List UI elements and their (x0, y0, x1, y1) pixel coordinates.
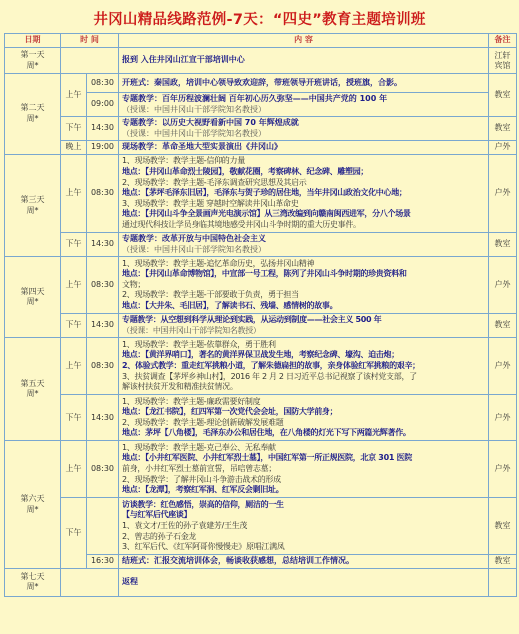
day-cell: 第七天 周* (5, 568, 61, 596)
table-row: 下午 访谈教学：红色感悟，崇高的信仰，厕洁的一生 【与红军后代座谈】 1、袁文才/王佐的孙子袁建芳/王生茂 2、曾志的孙子石金龙 3、红军后代、《红军阿哥你慢慢走》原唱江满凤 教室 (5, 498, 517, 555)
table-row: 下午 14:30 1、现场教学：教学主题-廉政需要好制度 地点：【龙江书院】，红四军第一次党代会会址，国防大学前身； 2、现场教学：教学主题-理论创新破解发展难题 地点：茅坪【八角楼】，毛泽东办公和居住地，在八角楼的灯光下写下两篇光辉著作。 户外 (5, 395, 517, 441)
schedule-table (4, 33, 517, 597)
day-cell: 第六天 周* (5, 441, 61, 569)
content-cell: 报到 入住井冈山江宣干部培训中心 (119, 48, 489, 74)
table-row: 第一天 周* 报到 入住井冈山江宣干部培训中心 江轩宾馆 (5, 48, 517, 74)
table-row: 下午 14:30 专题教学：以历史大视野看新中国 70 年辉煌成就 （授课：中国井冈山干部学院知名教授） 教室 (5, 117, 517, 141)
table-row: 下午 14:30 专题教学：从空想到科学从理论到实践，从运动到制度——社会主义 500 年 （授课：中国井冈山干部学院知名教授） 教室 (5, 314, 517, 338)
day-cell: 第一天 周* (5, 48, 61, 74)
day-cell: 第四天 周* (5, 257, 61, 338)
header-time: 时 间 (61, 34, 119, 48)
header-date: 日期 (5, 34, 61, 48)
day-cell: 第三天 周* (5, 154, 61, 256)
header-content: 内 容 (119, 34, 489, 48)
table-header-row (5, 34, 517, 48)
table-row: 第三天 周* 上午 08:30 1、现场教学：教学主题-信仰的力量 地点：【井冈山革命烈士陵园】，敬献花圈，考察碑林、纪念碑、雕塑园； 2、现场教学：教学主题-毛泽东调查研究思想及其启示 地点：【茅坪毛泽东旧居】，毛泽东与贺子珍的居住地，当年井冈山政治文化中心地； 3、现场教学：教学主题 穿越时空解读井冈山革命史 地点：【井冈山斗争全景画声光电演示馆】从三湾改编到向赣南闽西进军，分八个场景 通过现代科技让学员身临其境地感受井冈山斗争时期的重大历史事件。 户外 (5, 154, 517, 232)
day-cell: 第五天 周* (5, 338, 61, 441)
page-title: 井冈山精品线路范例-7天：“四史”教育主题培训班 (93, 12, 426, 28)
table-row: 第二天 周* 上午 08:30 开班式：秦国政，培训中心领导致欢迎辞，带班领导开班讲话，授班旗，合影。 教室 (5, 74, 517, 93)
table-row: 晚上 19:00 现场教学：革命圣地大型实景演出《井冈山》 户外 (5, 141, 517, 155)
table-row: 第六天 周* 上午 08:30 1、现场教学：教学主题-克己奉公、无私奉献 地点：【小井红军医院、小井红军烈士墓】，中国红军第一所正规医院，北京 301 医院 前身，小井红军烈士墓前宣誓，吊唁曾志墓； 2、现场教学：了解井冈山斗争游击战术的形成 地点：【龙潭】，考察红军洞、红军反会剿旧址。 户外 (5, 441, 517, 498)
table-row: 第五天 周* 上午 08:30 1、现场教学：教学主题-依靠群众，勇于胜利 地点：【黄洋界哨口】，著名的黄洋界保卫战发生地，考察纪念碑、壕沟、迫击炮； 2、体验式教学：重走红军挑粮小道，了解朱德扁担的故事，亲身体验红军挑粮的艰辛； 3、扶贫调查【茅坪乡神山村】，2016 年 2 月 2 日习近平总书记视察了该村党支部，了 解该村扶贫开发和精准扶贫情况。 户外 (5, 338, 517, 395)
table-row: 第四天 周* 上午 08:30 1、现场教学：教学主题-追忆革命历史，弘扬井冈山精神 地点：【井冈山革命博物馆】，中宣部一号工程，陈列了井冈山斗争时期的珍贵资料和 文物； 2、现场教学：教学主题-干部要敢于负责，勇于担当 地点：【大井朱、毛旧居】，了解读书石、残墙、感情树的故事。 户外 (5, 257, 517, 314)
table-row: 16:30 结班式：汇报交流培训体会，畅谈收获感想，总结培训工作情况。 教室 (5, 555, 517, 569)
table-row: 09:00 专题教学：百年历程波澜壮阔 百年初心历久弥坚——中国共产党的 100 年 （授课：中国井冈山干部学院知名教授） (5, 93, 517, 117)
day-cell: 第二天 周* (5, 74, 61, 155)
table-row: 第七天 周* 返程 (5, 568, 517, 596)
table-row: 下午 14:30 专题教学：改革开放与中国特色社会主义 （授课：中国井冈山干部学院知名教授） 教室 (5, 232, 517, 256)
header-note: 备注 (489, 34, 517, 48)
